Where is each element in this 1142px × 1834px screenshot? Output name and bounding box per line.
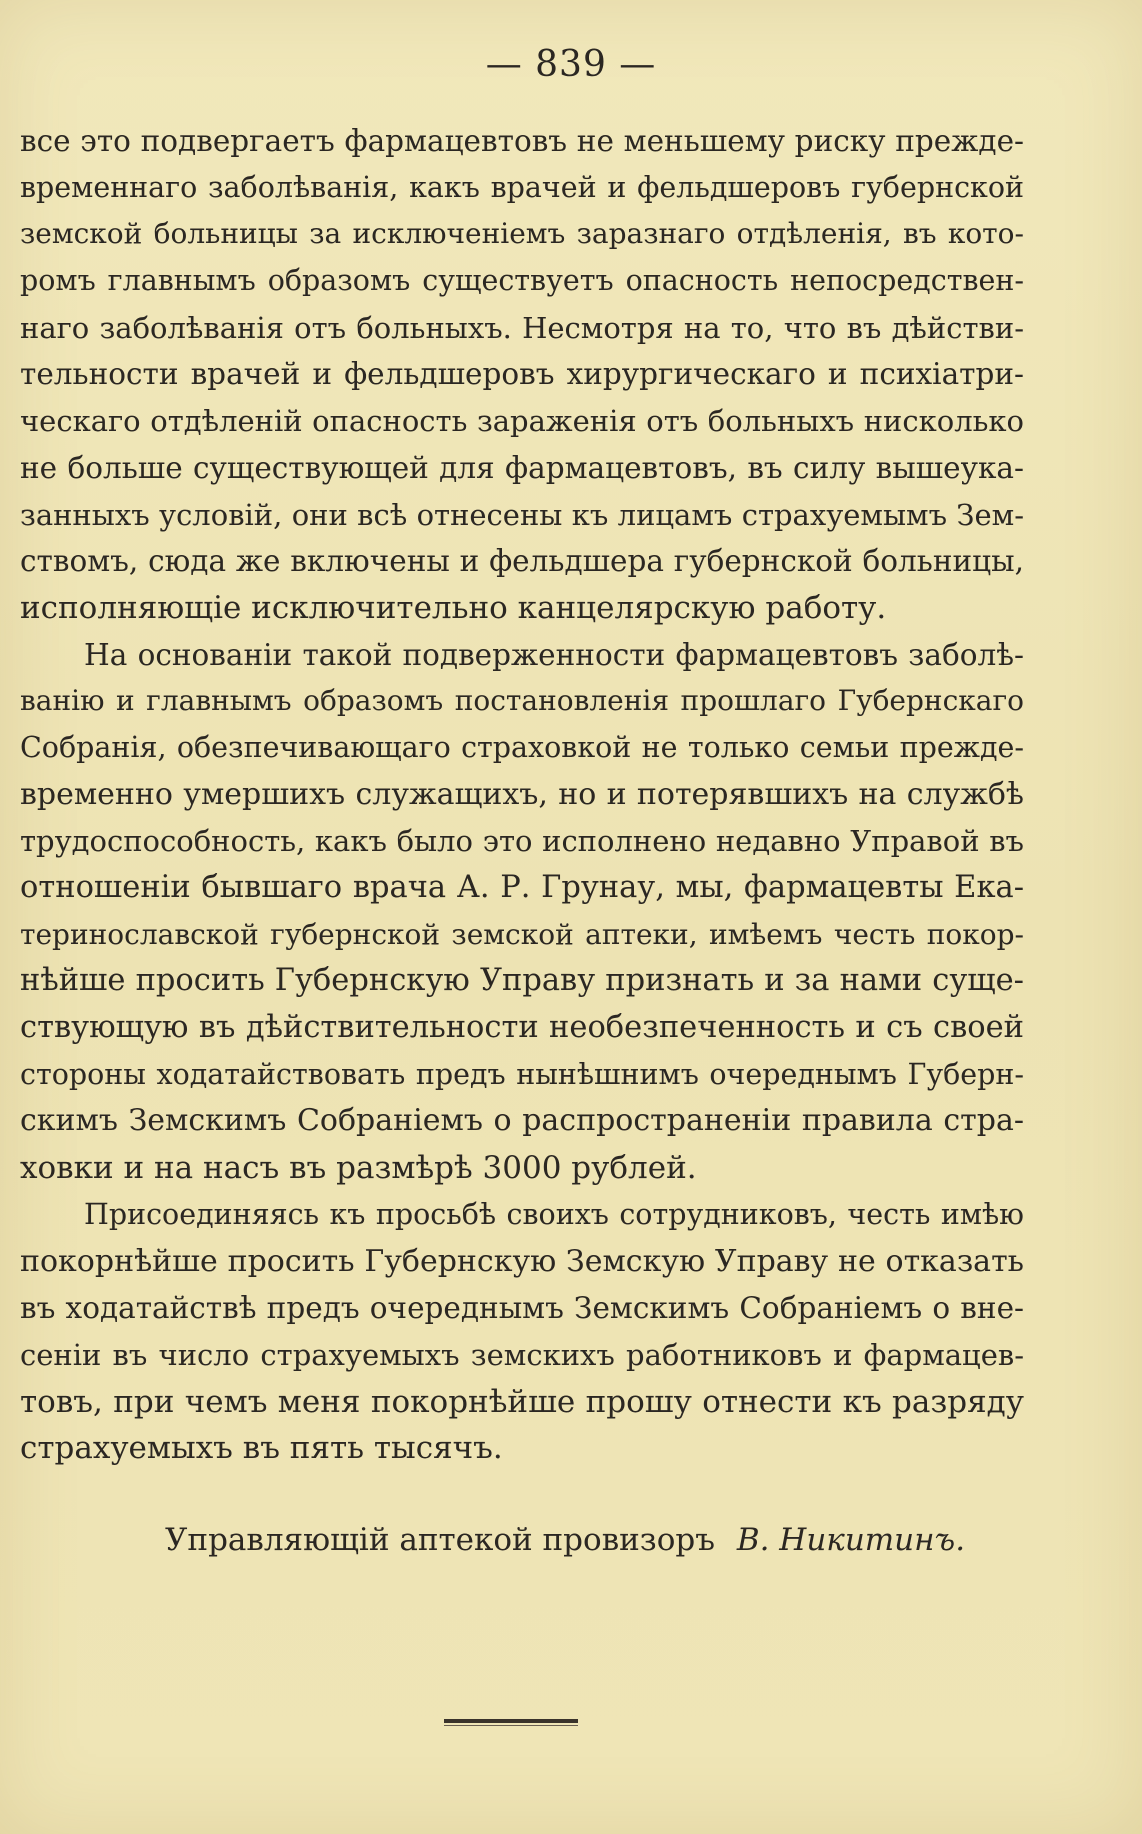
text-line: занныхъ условій, они всѣ отнесены къ лицамъ страхуемымъ Зем- xyxy=(20,497,1024,532)
body-text xyxy=(20,118,1024,1472)
text-line: ствомъ, сюда же включены и фельдшера губернской больницы, xyxy=(20,544,1024,579)
text-line: тельности врачей и фельдшеровъ хирургическаго и психіатри- xyxy=(20,357,1024,392)
text-line: временно умершихъ служащихъ, но и потерявшихъ на службѣ xyxy=(20,776,1024,812)
text-line: ческаго отдѣленій опасность зараженія отъ больныхъ нисколько xyxy=(20,404,1024,439)
text-line: ствующую въ дѣйствительности необезпеченность и съ своей xyxy=(20,1010,1024,1046)
text-line: скимъ Земскимъ Собраніемъ о распространеніи правила стра- xyxy=(20,1103,1024,1139)
paragraph-2 xyxy=(20,632,1024,1192)
text-line: ромъ главнымъ образомъ существуетъ опасность непосредствен- xyxy=(20,264,1024,298)
text-line: На основаніи такой подверженности фармацевтовъ заболѣ- xyxy=(84,637,1024,672)
text-line: ховки и на насъ въ размѣрѣ 3000 рублей. xyxy=(20,1150,697,1187)
signature-title: Управляющій аптекой провизоръ xyxy=(165,1522,715,1558)
text-line: нѣйше просить Губернскую Управу признать и за нами суще- xyxy=(20,963,1024,999)
paragraph-3 xyxy=(20,1192,1024,1472)
text-line: все это подвергаетъ фармацевтовъ не меньшему риску прежде- xyxy=(20,124,1024,158)
text-line: трудоспособность, какъ было это исполнено недавно Управой въ xyxy=(20,824,1024,859)
text-line: исполняющіе исключительно канцелярскую работу. xyxy=(20,589,887,626)
text-line: наго заболѣванія отъ больныхъ. Несмотря на то, что въ дѣйстви- xyxy=(20,310,1024,345)
text-line: земской больницы за исключеніемъ заразнаго отдѣленія, въ кото- xyxy=(20,217,1024,251)
text-line: покорнѣйше просить Губернскую Земскую Управу не отказать xyxy=(20,1243,1024,1279)
page-number: — 839 — xyxy=(485,44,657,85)
text-line: страхуемыхъ въ пять тысячъ. xyxy=(20,1430,503,1467)
signature xyxy=(165,1517,965,1563)
text-line: не больше существующей для фармацевтовъ, въ силу вышеука- xyxy=(20,450,1024,485)
text-line: ванію и главнымъ образомъ постановленія прошлаго Губернскаго xyxy=(20,684,1024,718)
text-line: товъ, при чемъ меня покорнѣйше прошу отнести къ разряду xyxy=(20,1383,1024,1420)
text-line: въ ходатайствѣ предъ очереднымъ Земскимъ Собраніемъ о вне- xyxy=(20,1291,1024,1326)
text-line: Присоединяясь къ просьбѣ своихъ сотрудниковъ, честь имѣю xyxy=(84,1197,1024,1231)
paragraph-1 xyxy=(20,118,1024,632)
text-line: отношеніи бывшаго врача А. Р. Грунау, мы, фармацевты Ека- xyxy=(20,870,1024,905)
text-line: сеніи въ число страхуемыхъ земскихъ работниковъ и фармацев- xyxy=(20,1337,1024,1372)
text-line: временнаго заболѣванія, какъ врачей и фельдшеровъ губернской xyxy=(20,170,1024,204)
signature-name: В. Никитинъ. xyxy=(736,1522,966,1558)
text-line: стороны ходатайствовать предъ нынѣшнимъ очереднымъ Губерн- xyxy=(20,1057,1024,1091)
closing-rule xyxy=(444,1719,578,1723)
text-line: Собранія, обезпечивающаго страховкой не только семьи прежде- xyxy=(20,730,1024,764)
text-line: теринославской губернской земской аптеки, имѣемъ честь покор- xyxy=(20,917,1024,951)
